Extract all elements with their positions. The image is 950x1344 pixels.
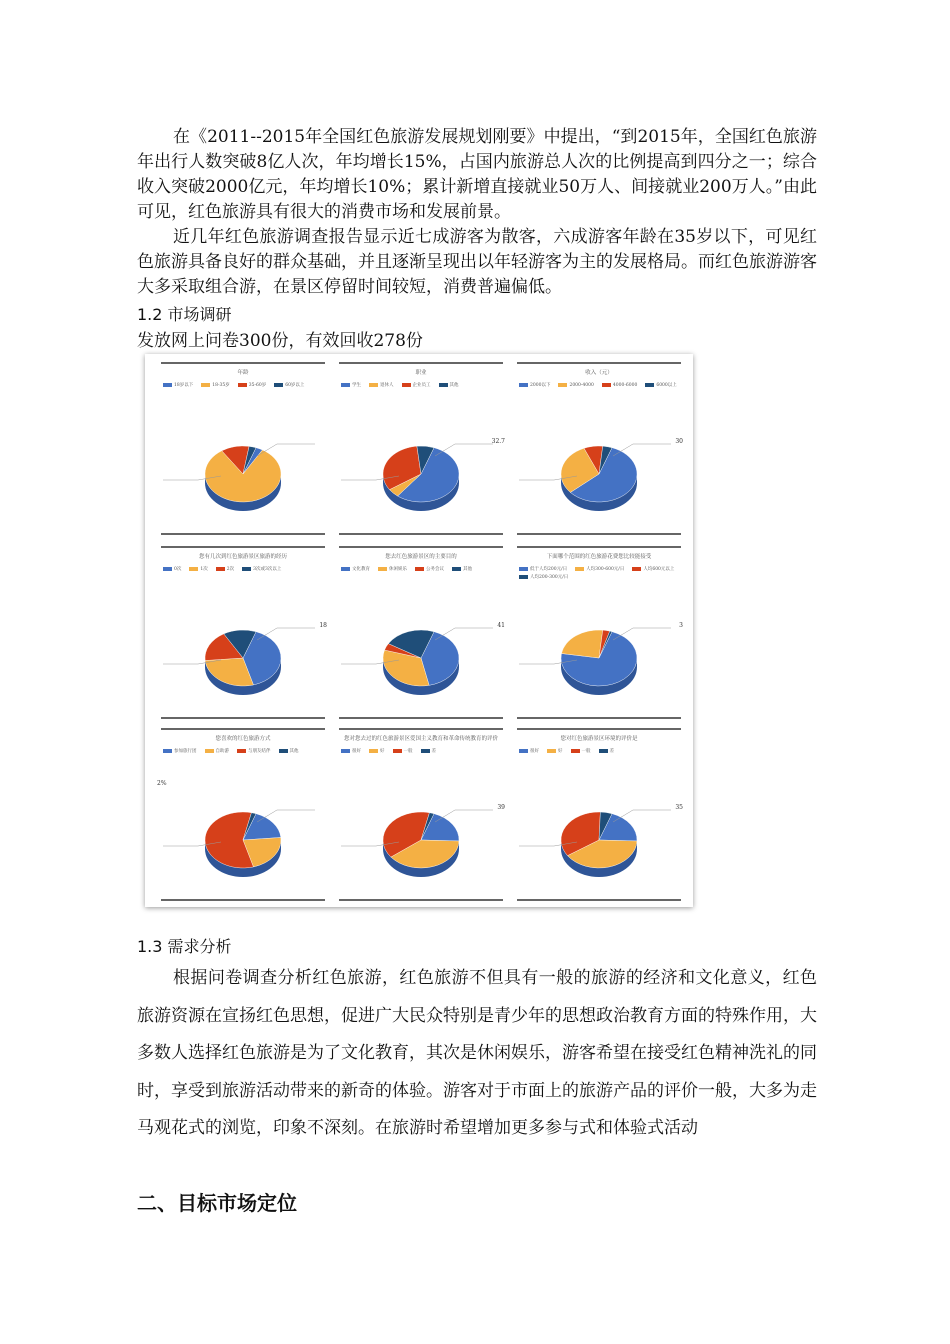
- legend-label: 2000以下: [530, 383, 551, 388]
- pie-chart-title: 您对红色旅游景区环境的评价是: [560, 736, 638, 742]
- panel-bottom-rule: [161, 533, 325, 535]
- pie-chart-title: 职业: [415, 370, 427, 376]
- legend-label: 差: [431, 749, 436, 754]
- legend-label: 差: [609, 749, 614, 754]
- pie-chart: [511, 726, 687, 904]
- pie-chart-title: 下面哪个范围的红色旅游花费您比较能接受: [546, 554, 652, 560]
- legend-label: 好: [380, 749, 385, 754]
- legend-label: 人均600元以上: [643, 567, 675, 572]
- pie-chart-panel: [155, 726, 331, 904]
- legend-label: 很好: [352, 749, 361, 754]
- pie-chart: [333, 544, 509, 722]
- panel-bottom-rule: [339, 533, 503, 535]
- legend-label: 其他: [289, 749, 299, 754]
- legend-label: 2000-4000: [569, 382, 594, 388]
- legend-label: 人均200-300元/日: [530, 575, 569, 580]
- legend-label: 企业员工: [412, 383, 431, 388]
- pie-chart-panel: [155, 544, 331, 722]
- pie-chart: [511, 544, 687, 722]
- legend-label: 人均300-600元/日: [586, 567, 625, 572]
- paragraph-plan-quote: 在《2011--2015年全国红色旅游发展规划刚要》中提出，“到2015年，全国红色旅游年出行人数突破8亿人次，年均增长15%，占国内旅游总人次的比例提高到四分之一；综合收入突破2000亿元，年均增长10%；累计新增直接就业50万人、间接就业200万人。”由此可见，红色旅游具有很大的消费市场和发展前景。: [137, 127, 817, 222]
- pie-chart-title: 您喜欢的红色旅游方式: [215, 736, 271, 742]
- paragraph-demand: 根据问卷调查分析红色旅游，红色旅游不但具有一般的旅游的经济和文化意义，红色旅游资源在宣扬红色思想，促进广大民众特别是青少年的思想政治教育方面的特殊作用，大多数人选择红色旅游是为了文化教育，其次是休闲娱乐，游客希望在接受红色精神洗礼的同时，享受到旅游活动带来的新奇的体验。游客对于市面上的旅游产品的评价一般，大多为走马观花式的浏览，印象不深刻。在旅游时希望增加更多参与式和体验式活动: [137, 968, 817, 1138]
- panel-bottom-rule: [517, 533, 681, 535]
- survey-charts-figure: [145, 354, 693, 907]
- legend-label: 一般: [581, 749, 591, 754]
- panel-bottom-rule: [517, 717, 681, 719]
- legend-label: 低于人均200元/日: [530, 567, 568, 572]
- pie-chart-panel: [333, 360, 509, 538]
- pie-chart-panel: [511, 360, 687, 538]
- pie-chart: [511, 360, 687, 538]
- legend-label: 其他: [449, 383, 459, 388]
- legend-label: 休闲娱乐: [389, 567, 407, 572]
- pie-callout-label: 2%: [157, 780, 167, 787]
- demand-analysis-paragraph: [137, 960, 817, 1148]
- panel-bottom-rule: [339, 717, 503, 719]
- pie-chart-panel: [511, 726, 687, 904]
- legend-label: 6000以上: [656, 383, 677, 388]
- legend-label: 学生: [352, 383, 361, 388]
- pie-chart-panel: [155, 360, 331, 538]
- heading-target-market: 二、目标市场定位: [137, 1191, 297, 1215]
- pie-chart-panel: [333, 726, 509, 904]
- intro-paragraphs: [137, 125, 817, 300]
- legend-label: 4000-6000: [612, 382, 638, 388]
- legend-label: 很好: [530, 749, 539, 754]
- panel-bottom-rule: [517, 899, 681, 901]
- legend-label: 文化教育: [352, 567, 370, 572]
- paragraph-survey-report: 近几年红色旅游调查报告显示近七成游客为散客，六成游客年龄在35岁以下，可见红色旅游具备良好的群众基础，并且逐渐呈现出以年轻游客为主的发展格局。而红色旅游游客大多采取组合游，在景区停留时间较短，消费普遍偏低。: [137, 227, 817, 297]
- pie-callout-label: 41: [497, 622, 505, 629]
- pie-chart: [155, 360, 331, 538]
- pie-chart: [155, 544, 331, 722]
- legend-label: 0次: [174, 567, 182, 572]
- pie-callout-label: 3: [679, 622, 683, 629]
- legend-label: 35-60岁: [248, 383, 267, 388]
- pie-chart-panel: [333, 544, 509, 722]
- panel-bottom-rule: [161, 899, 325, 901]
- pie-slice: [561, 630, 602, 658]
- legend-label: 公务会议: [426, 567, 444, 572]
- heading-market-research: 1.2 市场调研: [137, 305, 232, 324]
- pie-chart-title: 您有几次到红色旅游景区旅游的经历: [198, 554, 287, 560]
- legend-label: 3次或3次以上: [253, 567, 282, 572]
- pie-callout-label: 18: [319, 622, 327, 629]
- pie-chart-title: 收入（元）: [585, 370, 613, 376]
- pie-callout-label: 32.7: [491, 438, 505, 445]
- pie-callout-label: 39: [497, 804, 505, 811]
- panel-bottom-rule: [339, 899, 503, 901]
- legend-label: 18岁以下: [174, 383, 194, 388]
- legend-label: 自助游: [215, 749, 229, 754]
- legend-label: 60岁以上: [285, 383, 305, 388]
- legend-label: 2次: [226, 567, 235, 572]
- pie-chart-panel: [511, 544, 687, 722]
- pie-chart-title: 您去红色旅游景区的主要目的: [385, 554, 457, 560]
- legend-label: 1次: [200, 567, 208, 572]
- legend-label: 一般: [403, 749, 413, 754]
- pie-chart: [155, 726, 331, 904]
- pie-chart: [333, 360, 509, 538]
- heading-demand-analysis: 1.3 需求分析: [137, 937, 232, 956]
- legend-label: 退休人: [380, 383, 394, 388]
- pie-chart: [333, 726, 509, 904]
- legend-label: 其他: [463, 567, 472, 572]
- pie-chart-title: 年龄: [237, 370, 249, 376]
- legend-label: 好: [558, 749, 563, 754]
- pie-callout-label: 30: [675, 438, 683, 445]
- panel-bottom-rule: [161, 717, 325, 719]
- legend-label: 参加旅行团: [174, 749, 197, 754]
- pie-chart-title: 您对您去过的红色旅游景区爱国主义教育和革命传统教育的评价: [343, 736, 498, 742]
- legend-label: 18-35岁: [212, 383, 230, 388]
- pie-callout-label: 35: [675, 804, 683, 811]
- survey-note: 发放网上问卷300份，有效回收278份: [137, 331, 423, 351]
- legend-label: 与朋友结伴: [248, 749, 271, 754]
